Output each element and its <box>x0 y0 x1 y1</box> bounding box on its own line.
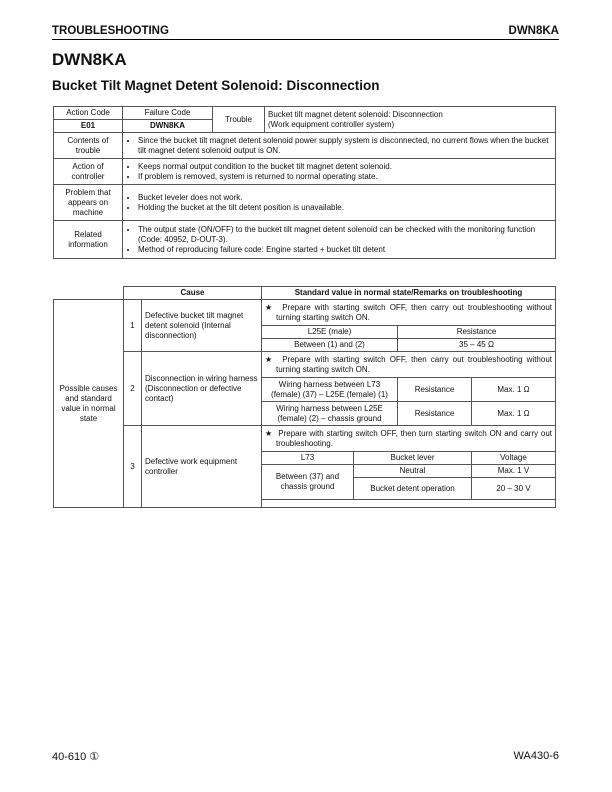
measurement-point: Between (1) and (2) <box>262 339 398 352</box>
problem-text <box>123 185 556 221</box>
blank-cell <box>262 500 556 508</box>
resistance-header: Resistance <box>398 326 556 339</box>
trouble-line: Bucket tilt magnet detent solenoid: Disconnection <box>268 109 443 119</box>
lever-state: Neutral <box>354 465 472 478</box>
action-text <box>123 159 556 185</box>
failure-code-title: DWN8KA <box>52 50 127 69</box>
trouble-line: (Work equipment controller system) <box>268 119 395 129</box>
list-item: • If problem is removed, system is returned to normal operating state. <box>138 172 552 182</box>
trouble-description <box>265 107 556 133</box>
cause-table <box>53 286 556 508</box>
standard-header: Standard value in normal state/Remarks on troubleshooting <box>262 287 556 300</box>
cause-note <box>262 300 556 326</box>
cause-note <box>262 426 556 452</box>
cause-text: Defective bucket tilt magnet detent solenoid (Internal disconnection) <box>142 300 262 352</box>
cause-text: Disconnection in wiring harness (Disconnection or defective contact) <box>142 352 262 426</box>
list-item: • Bucket leveler does not work. <box>138 193 552 203</box>
related-text <box>123 221 556 259</box>
cause-number: 3 <box>124 426 142 508</box>
failure-info-table <box>53 106 556 259</box>
lever-header: Bucket lever <box>354 452 472 465</box>
cause-note <box>262 352 556 378</box>
list-item: • Keeps normal output condition to the bucket tilt magnet detent solenoid. <box>138 162 552 172</box>
cause-number: 2 <box>124 352 142 426</box>
standard-value: Max. 1 Ω <box>472 378 556 402</box>
failure-code-value: DWN8KA <box>123 120 213 133</box>
list-item: • Since the bucket tilt magnet detent solenoid power supply system is disconnected, no current flows when the bucket tilt magnet detent solenoid output is ON. <box>138 136 552 156</box>
page-subtitle: Bucket Tilt Magnet Detent Solenoid: Disconnection <box>52 78 380 93</box>
measurement-point: Wiring harness between L73 (female) (37) – L25E (female) (1) <box>262 378 398 402</box>
measurement-point: Wiring harness between L25E (female) (2) – chassis ground <box>262 402 398 426</box>
page-header <box>52 24 559 40</box>
measurement-kind: Resistance <box>398 402 472 426</box>
page-number: 40-610 ① <box>52 751 100 763</box>
trouble-label: Trouble <box>213 107 265 133</box>
star-icon: ★ <box>265 302 275 312</box>
header-section: TROUBLESHOOTING <box>52 25 169 37</box>
list-item: • Method of reproducing failure code: Engine started + bucket tilt detent <box>138 245 552 255</box>
blank-corner <box>54 287 124 300</box>
failure-code-label: Failure Code <box>123 107 213 120</box>
connector-header: L25E (male) <box>262 326 398 339</box>
list-item: • Holding the bucket at the tilt detent position is unavailable. <box>138 203 552 213</box>
note-text: Prepare with starting switch OFF, then turn starting switch ON and carry out troubleshooting. <box>276 428 553 448</box>
standard-value: 35 – 45 Ω <box>398 339 556 352</box>
note-text: Prepare with starting switch OFF, then carry out troubleshooting without turning starting switch ON. <box>276 354 552 374</box>
related-label: Related information <box>54 221 123 259</box>
action-code-label: Action Code <box>54 107 123 120</box>
standard-value: 20 – 30 V <box>472 478 556 500</box>
possible-causes-label: Possible causes and standard value in normal state <box>54 300 124 508</box>
model-number: WA430-6 <box>513 750 559 762</box>
connector-header: L73 <box>262 452 354 465</box>
cause-header: Cause <box>124 287 262 300</box>
measurement-point: Between (37) and chassis ground <box>262 465 354 500</box>
action-label: Action of controller <box>54 159 123 185</box>
problem-label: Problem that appears on machine <box>54 185 123 221</box>
contents-text <box>123 133 556 159</box>
standard-value: Max. 1 Ω <box>472 402 556 426</box>
star-icon: ★ <box>265 428 273 438</box>
lever-state: Bucket detent operation <box>354 478 472 500</box>
cause-number: 1 <box>124 300 142 352</box>
note-text: Prepare with starting switch OFF, then carry out troubleshooting without turning starting switch ON. <box>276 302 552 322</box>
list-item: • The output state (ON/OFF) to the bucket tilt magnet detent solenoid can be checked with the monitoring function (Code: 40952, D-OUT-3). <box>138 225 552 245</box>
measurement-kind: Resistance <box>398 378 472 402</box>
star-icon: ★ <box>265 354 275 364</box>
action-code-value: E01 <box>54 120 123 133</box>
contents-label: Contents of trouble <box>54 133 123 159</box>
cause-text: Defective work equipment controller <box>142 426 262 508</box>
header-code: DWN8KA <box>508 25 559 37</box>
voltage-header: Voltage <box>472 452 556 465</box>
standard-value: Max. 1 V <box>472 465 556 478</box>
